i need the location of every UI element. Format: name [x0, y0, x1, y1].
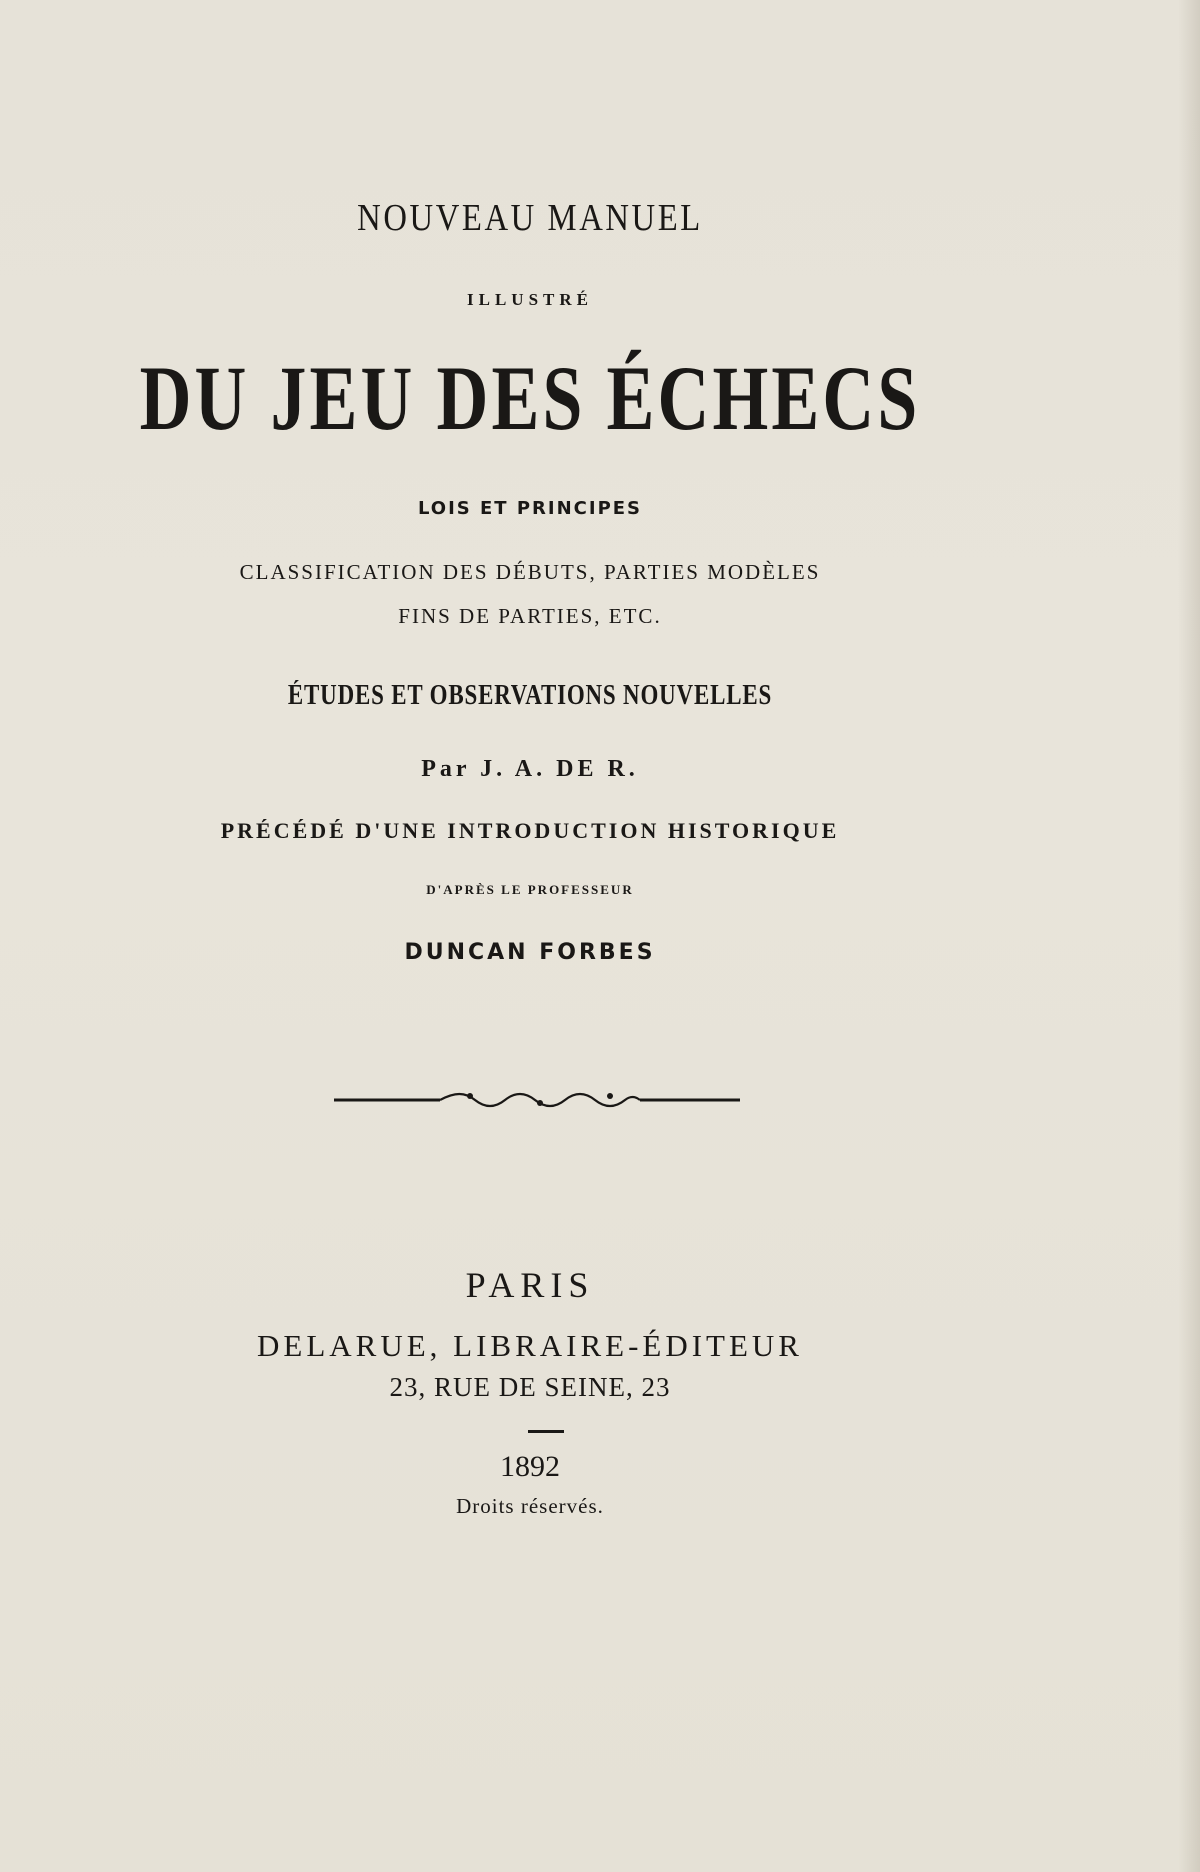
professor-name: DUNCAN FORBES: [404, 940, 656, 965]
imprint-address: 23, RUE DE SEINE, 23: [389, 1372, 671, 1402]
subtitle-laws: LOIS ET PRINCIPES: [417, 498, 643, 519]
imprint-city: PARIS: [465, 1265, 595, 1305]
imprint-publisher: DELARUE, LIBRAIRE-ÉDITEUR: [257, 1328, 803, 1363]
ornament-divider: [330, 1084, 750, 1114]
imprint-year: 1892: [500, 1450, 560, 1483]
title-line-2: ILLUSTRÉ: [467, 290, 593, 309]
studies-line: ÉTUDES ET OBSERVATIONS NOUVELLES: [287, 680, 773, 711]
introduction-line: PRÉCÉDÉ D'UNE INTRODUCTION HISTORIQUE: [220, 818, 840, 843]
page-edge-shadow: [1178, 0, 1200, 1872]
subtitle-classification: CLASSIFICATION DES DÉBUTS, PARTIES MODÈLES: [239, 560, 821, 584]
subtitle-endgames: FINS DE PARTIES, ETC.: [398, 604, 662, 628]
main-title: DU JEU DES ÉCHECS: [139, 347, 921, 449]
title-line-1: NOUVEAU MANUEL: [357, 197, 703, 239]
imprint-rule: [528, 1430, 564, 1433]
author-line: Par J. A. DE R.: [421, 756, 639, 782]
imprint-rights: Droits réservés.: [456, 1494, 604, 1518]
after-professor-line: D'APRÈS LE PROFESSEUR: [426, 882, 634, 897]
